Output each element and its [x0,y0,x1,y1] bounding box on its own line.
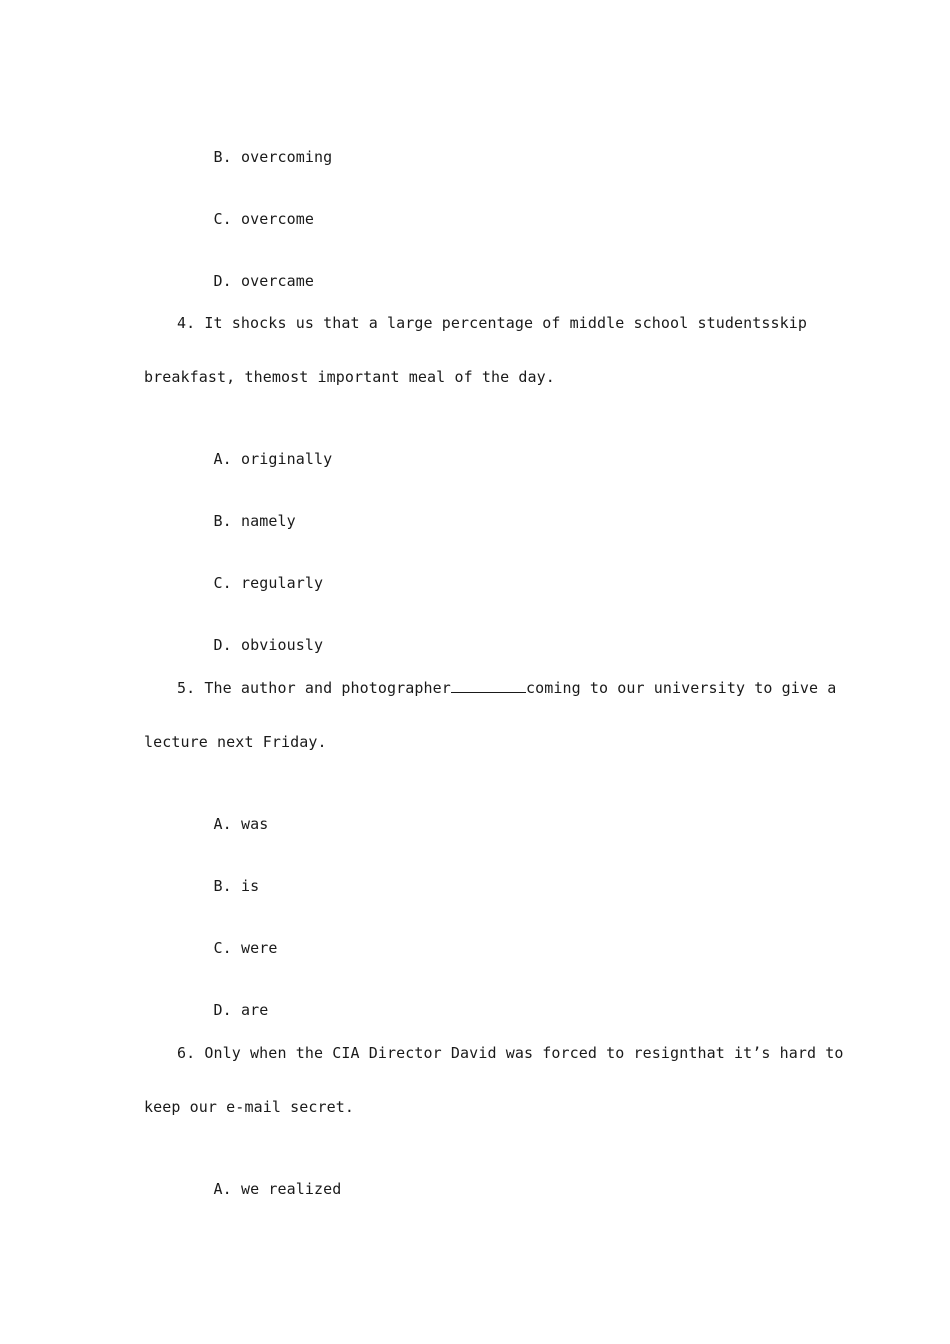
q3-option-b [177,127,332,187]
option-label: D. [213,1001,232,1019]
answer-blank [451,678,526,693]
option-label: C. [213,939,232,957]
q6-stem-continuation: keep our e-mail secret. [144,1098,355,1116]
q4-option-b [177,491,296,551]
option-label: A. [213,1180,232,1198]
option-text: namely [240,512,296,530]
option-text: were [240,939,278,957]
q5-stem-after: coming to our university to give a [525,679,837,697]
option-label: B. [213,512,232,530]
q6-stem: 6. Only when the CIA Director David was forced to resignthat it’s hard to [177,1044,844,1062]
q4-option-a [177,429,332,489]
q4-stem-continuation: breakfast, themost important meal of the day. [144,368,555,386]
q5-option-c [177,918,277,978]
q6-option-a [177,1159,341,1219]
q5-stem-before: 5. The author and photographer [177,679,451,697]
q5-stem [177,678,836,698]
q4-option-d [177,615,323,675]
option-label: C. [213,210,232,228]
option-label: A. [213,815,232,833]
option-text: was [240,815,269,833]
option-label: D. [213,636,232,654]
option-text: obviously [240,636,324,654]
option-label: D. [213,272,232,290]
option-label: B. [213,148,232,166]
option-label: A. [213,450,232,468]
q3-option-c [177,189,314,249]
q5-stem-continuation: lecture next Friday. [144,733,327,751]
q3-option-d [177,251,314,311]
option-text: overcame [240,272,314,290]
q4-stem: 4. It shocks us that a large percentage of middle school studentsskip [177,314,808,332]
option-text: is [240,877,260,895]
option-text: regularly [240,574,324,592]
option-text: overcoming [240,148,333,166]
option-text: originally [240,450,333,468]
option-label: C. [213,574,232,592]
q5-option-d [177,980,268,1040]
option-text: overcome [240,210,314,228]
option-text: are [240,1001,269,1019]
q5-option-a [177,794,268,854]
option-label: B. [213,877,232,895]
q4-option-c [177,553,323,613]
option-text: we realized [240,1180,342,1198]
q5-option-b [177,856,259,916]
